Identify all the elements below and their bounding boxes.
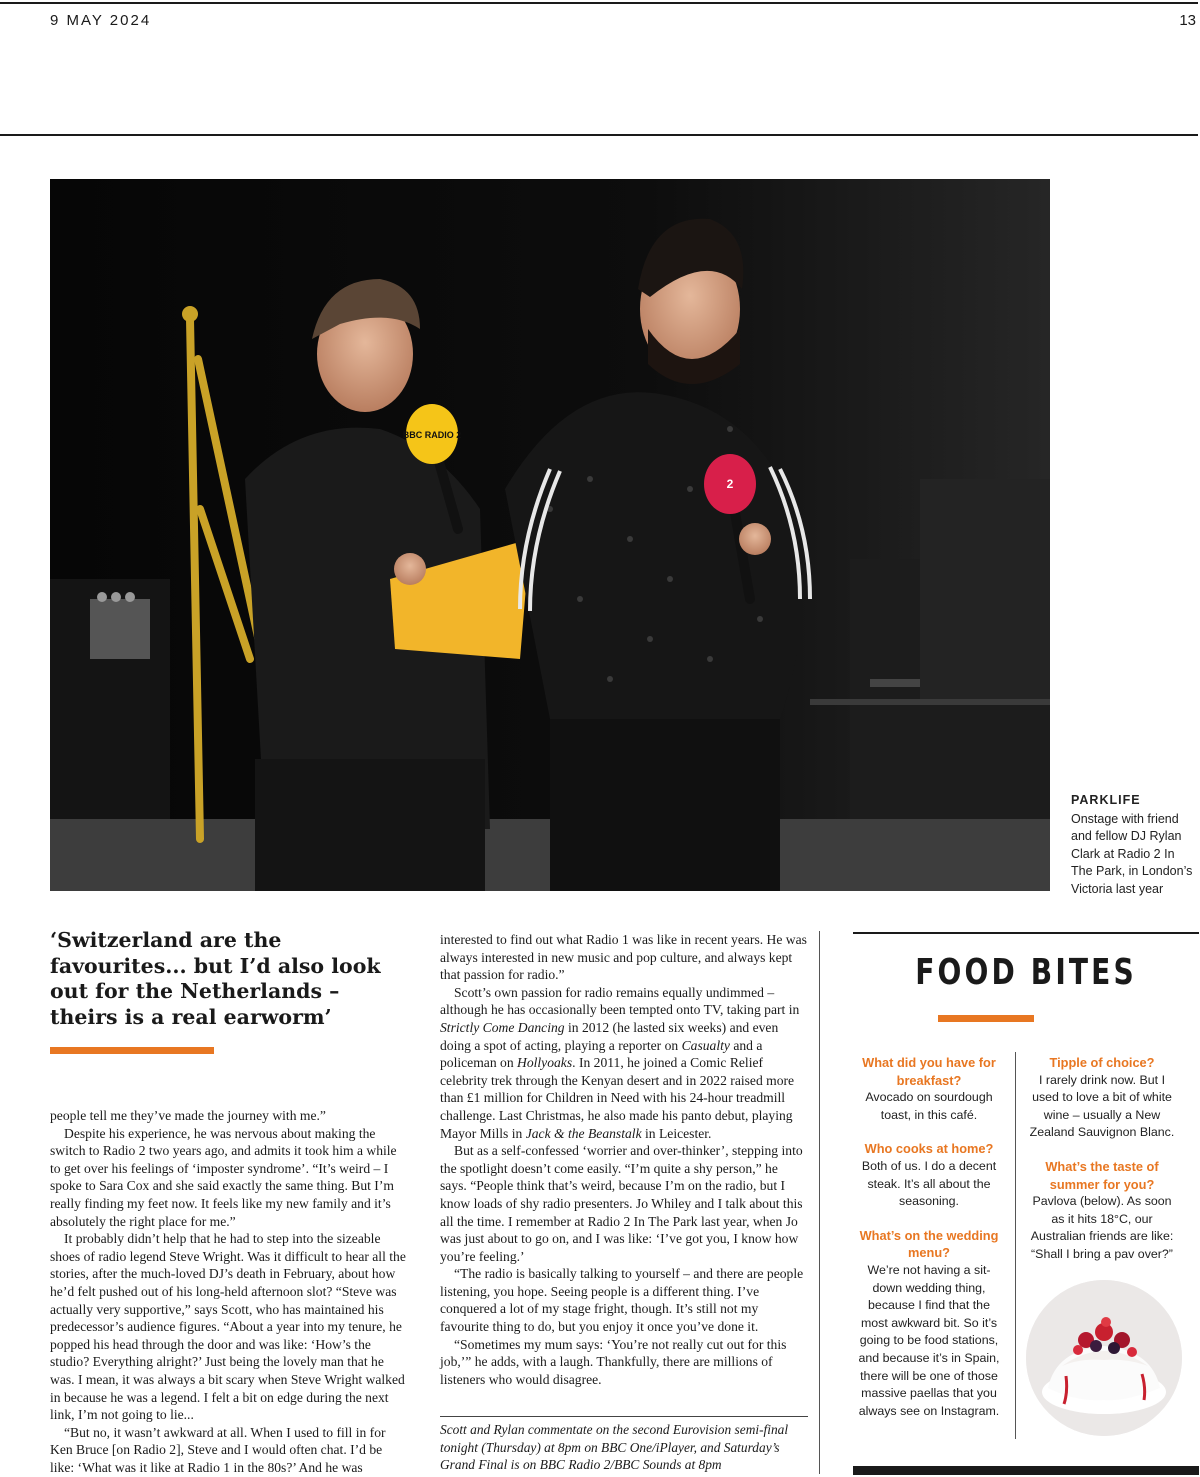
food-bites-right-column bbox=[1027, 1054, 1177, 1280]
text-run: . In 2011, he joined a Comic Relief celebrity trek through the Kenyan desert and in 2022 raised more than £1 million for Children in Need with his 24-hour treadmill challenge. Last Christmas, he also made his panto debut, playing Mayor Mills in bbox=[440, 1055, 795, 1141]
mic-badge-pink: 2 bbox=[726, 477, 734, 491]
answer: We’re not having a sit-down wedding thing, because I find that the most awkward bit. So it’s going to be food stations, and because it’s in Spain, there will be one of those massive paellas that you always see on Instagram. bbox=[858, 1262, 1000, 1418]
article-column-2 bbox=[440, 931, 808, 1388]
stage-photo bbox=[50, 179, 1050, 891]
article-column-1 bbox=[50, 1107, 408, 1476]
paragraph: interested to find out what Radio 1 was like in recent years. He was always interested in new music and pop culture, and always kept that passion for radio.” bbox=[440, 932, 807, 983]
answer: I rarely drink now. But I used to love a bit of white wine – usually a New Zealand Sauvignon Blanc. bbox=[1029, 1072, 1175, 1140]
question: What did you have for breakfast? bbox=[862, 1055, 996, 1088]
show-title: Casualty bbox=[681, 1037, 730, 1053]
text-run: and a policeman on bbox=[440, 1037, 763, 1071]
mic-badge-yellow: BBC RADIO 2 bbox=[402, 430, 462, 440]
food-bites-top-rule bbox=[853, 932, 1199, 934]
pavlova-image bbox=[1026, 1280, 1182, 1436]
column-divider bbox=[819, 931, 820, 1474]
paragraph: It probably didn’t help that he had to step into the sizeable shoes of radio legend Steve Wright. Was it difficult to hear all the stories, after the much-loved DJ’s death in February, about how he’d felt pushed out of his long-held afternoon slot? “Steve was actually very supportive,” says Scott, who has maintained his predecessor’s audience figures. “About a year into my tenure, he popped his head through the door and was like: ‘How’s the studio? Everything alright?’ Just being the lovely man that he was. I mean, it was always a bit scary when Steve Wright walked in because he was a legend. I felt a bit on edge during the next link, I’m not going to lie... bbox=[50, 1231, 406, 1423]
header-rule bbox=[0, 134, 1198, 136]
question: Who cooks at home? bbox=[864, 1141, 994, 1157]
paragraph: people tell me they’ve made the journey with me.” bbox=[50, 1108, 326, 1123]
pull-quote-accent-bar bbox=[50, 1047, 214, 1054]
issue-date: 9 MAY 2024 bbox=[50, 12, 152, 29]
question: What’s on the wedding menu? bbox=[859, 1227, 999, 1261]
credits-rule bbox=[440, 1416, 808, 1417]
top-rule bbox=[0, 2, 1198, 4]
paragraph: “The radio is basically talking to yourself – and there are people listening, you hope. Seeing people is a different thing. I’ve conquered a lot of my stage fright, though. It’s still not my favourite thing to do, but you enjoy it once you’ve done it. bbox=[440, 1266, 804, 1335]
text-run: in Leicester. bbox=[641, 1125, 712, 1141]
show-title: Hollyoaks bbox=[517, 1055, 573, 1071]
food-bites-bottom-rule bbox=[853, 1466, 1199, 1475]
answer: Both of us. I do a decent steak. It’s all about the seasoning. bbox=[861, 1158, 997, 1209]
caption-text: Onstage with friend and fellow DJ Rylan Clark at Radio 2 In The Park, in London’s Victoria last year bbox=[1071, 811, 1193, 896]
caption-title: PARKLIFE bbox=[1071, 793, 1141, 807]
food-bites-divider bbox=[1015, 1052, 1016, 1439]
food-bites-accent-bar bbox=[938, 1015, 1034, 1022]
text-run: Scott’s own passion for radio remains equally undimmed – although he has occasionally been tempted onto TV, taking part in bbox=[440, 984, 800, 1018]
food-bites-title: FOOD BITES bbox=[915, 952, 1137, 993]
paragraph: But as a self-confessed ‘worrier and over-thinker’, stepping into the spotlight doesn’t come easily. “I’m quite a shy person,” he says. “People think that’s weird, because I’m on the radio, but I know loads of shy radio presenters. Jo Whiley and I talk about this all the time. I remember at Radio 2 In The Park last year, when Jo was just about to go on, and I was like: ‘I’ve got you, I know how you’re feeling.’ bbox=[440, 1143, 803, 1264]
show-title: Strictly Come Dancing bbox=[440, 1019, 565, 1035]
page-number: 13 bbox=[1179, 12, 1196, 29]
show-title: Jack & the Beanstalk bbox=[525, 1125, 642, 1141]
question: What’s the taste of summer for you? bbox=[1045, 1158, 1159, 1192]
food-bites-left-column bbox=[853, 1054, 1005, 1436]
paragraph: Despite his experience, he was nervous about making the switch to Radio 2 two years ago, and admits it took him a while to get over his feelings of ‘imposter syndrome’. “It’s weird – I spoke to Sara Cox and she said exactly the same thing. But I’m really finding my feet now. It feels like my new family and it’s absolutely the right place for me.” bbox=[50, 1125, 397, 1229]
paragraph: “But no, it wasn’t awkward at all. When I used to fill in for Ken Bruce [on Radio 2], Steve and I would often chat. I’d be like: ‘What was it like at Radio 1 in the 80s?’ And he was bbox=[50, 1424, 386, 1475]
photo-caption bbox=[1071, 792, 1199, 898]
paragraph: “Sometimes my mum says: ‘You’re not really cut out for this job,’” he adds, with a laugh. Thankfully, there are millions of listeners who would disagree. bbox=[440, 1336, 787, 1387]
paragraph bbox=[440, 984, 808, 1142]
answer: Pavlova (below). As soon as it hits 18°C, our Australian friends are like: “Shall I bring a pav over?” bbox=[1030, 1194, 1174, 1261]
question: Tipple of choice? bbox=[1049, 1055, 1155, 1070]
answer: Avocado on sourdough toast, in this café. bbox=[865, 1090, 993, 1122]
text-run: in 2012 (he lasted six weeks) and even doing a spot of acting, playing a reporter on bbox=[440, 1019, 779, 1053]
broadcast-credits: Scott and Rylan commentate on the second Eurovision semi-final tonight (Thursday) at 8pm on BBC One/iPlayer, and Saturday’s Grand Final is on BBC Radio 2/BBC Sounds at 8pm bbox=[440, 1422, 789, 1473]
pull-quote: ‘Switzerland are the favourites... but I’d also look out for the Netherlands – theirs is a real earworm’ bbox=[50, 928, 381, 1029]
